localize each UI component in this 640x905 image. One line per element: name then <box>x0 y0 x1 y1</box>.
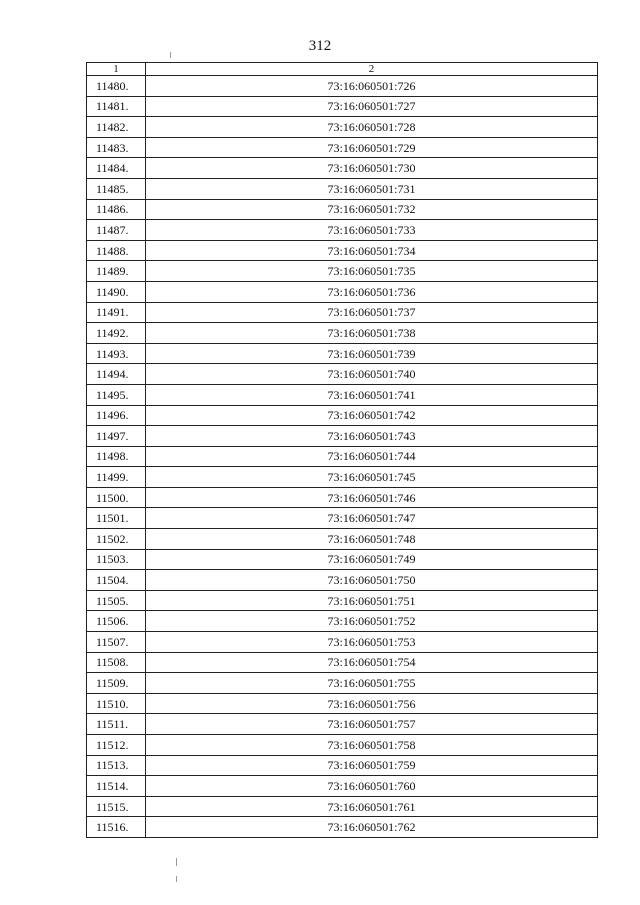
row-number-cell: 11509. <box>87 673 146 694</box>
row-number-cell: 11482. <box>87 117 146 138</box>
cadastral-number-cell: 73:16:060501:751 <box>146 590 598 611</box>
table-row <box>87 735 598 756</box>
cadastral-number-cell: 73:16:060501:749 <box>146 549 598 570</box>
cadastral-number-cell: 73:16:060501:729 <box>146 137 598 158</box>
scan-speck <box>170 52 171 58</box>
cadastral-number-cell: 73:16:060501:743 <box>146 426 598 447</box>
row-number-cell: 11497. <box>87 426 146 447</box>
cadastral-number-cell: 73:16:060501:733 <box>146 220 598 241</box>
table-row <box>87 570 598 591</box>
row-number-cell: 11486. <box>87 199 146 220</box>
table-row <box>87 405 598 426</box>
row-number-cell: 11496. <box>87 405 146 426</box>
row-number-cell: 11514. <box>87 776 146 797</box>
table-row <box>87 117 598 138</box>
cadastral-number-cell: 73:16:060501:740 <box>146 364 598 385</box>
cadastral-number-cell: 73:16:060501:753 <box>146 632 598 653</box>
row-number-cell: 11502. <box>87 529 146 550</box>
row-number-cell: 11499. <box>87 467 146 488</box>
cadastral-number-cell: 73:16:060501:727 <box>146 96 598 117</box>
cadastral-number-cell: 73:16:060501:748 <box>146 529 598 550</box>
table-row <box>87 652 598 673</box>
row-number-cell: 11510. <box>87 693 146 714</box>
row-number-cell: 11501. <box>87 508 146 529</box>
table-row <box>87 590 598 611</box>
scan-speck <box>176 876 177 882</box>
cadastral-number-cell: 73:16:060501:747 <box>146 508 598 529</box>
row-number-cell: 11487. <box>87 220 146 241</box>
cadastral-number-cell: 73:16:060501:758 <box>146 735 598 756</box>
table-row <box>87 323 598 344</box>
cadastral-number-cell: 73:16:060501:738 <box>146 323 598 344</box>
row-number-cell: 11506. <box>87 611 146 632</box>
cadastral-number-cell: 73:16:060501:730 <box>146 158 598 179</box>
cadastral-number-cell: 73:16:060501:742 <box>146 405 598 426</box>
cadastral-number-cell: 73:16:060501:734 <box>146 240 598 261</box>
cadastral-number-cell: 73:16:060501:741 <box>146 384 598 405</box>
cadastral-number-cell: 73:16:060501:755 <box>146 673 598 694</box>
row-number-cell: 11495. <box>87 384 146 405</box>
table-row <box>87 426 598 447</box>
row-number-cell: 11513. <box>87 755 146 776</box>
cadastral-number-cell: 73:16:060501:736 <box>146 281 598 302</box>
table-row <box>87 673 598 694</box>
cadastral-number-cell: 73:16:060501:728 <box>146 117 598 138</box>
table-row <box>87 158 598 179</box>
cadastral-number-cell: 73:16:060501:732 <box>146 199 598 220</box>
cadastral-number-cell: 73:16:060501:744 <box>146 446 598 467</box>
table-row <box>87 76 598 97</box>
table-row <box>87 714 598 735</box>
table-row <box>87 467 598 488</box>
cadastral-number-cell: 73:16:060501:756 <box>146 693 598 714</box>
table-row <box>87 261 598 282</box>
table-row <box>87 343 598 364</box>
row-number-cell: 11503. <box>87 549 146 570</box>
table-header-row <box>87 63 598 76</box>
row-number-cell: 11492. <box>87 323 146 344</box>
table-body <box>87 76 598 838</box>
row-number-cell: 11483. <box>87 137 146 158</box>
row-number-cell: 11490. <box>87 281 146 302</box>
cadastral-number-cell: 73:16:060501:726 <box>146 76 598 97</box>
row-number-cell: 11512. <box>87 735 146 756</box>
cadastral-number-cell: 73:16:060501:739 <box>146 343 598 364</box>
table-row <box>87 796 598 817</box>
row-number-cell: 11484. <box>87 158 146 179</box>
row-number-cell: 11516. <box>87 817 146 838</box>
row-number-cell: 11505. <box>87 590 146 611</box>
table-row <box>87 817 598 838</box>
table-row <box>87 611 598 632</box>
row-number-cell: 11485. <box>87 178 146 199</box>
cadastral-number-cell: 73:16:060501:737 <box>146 302 598 323</box>
row-number-cell: 11480. <box>87 76 146 97</box>
row-number-cell: 11481. <box>87 96 146 117</box>
cadastral-number-cell: 73:16:060501:752 <box>146 611 598 632</box>
scan-speck <box>176 858 177 866</box>
cadastral-number-cell: 73:16:060501:762 <box>146 817 598 838</box>
row-number-cell: 11515. <box>87 796 146 817</box>
row-number-cell: 11508. <box>87 652 146 673</box>
row-number-cell: 11494. <box>87 364 146 385</box>
table-row <box>87 776 598 797</box>
table-row <box>87 137 598 158</box>
table-row <box>87 755 598 776</box>
row-number-cell: 11489. <box>87 261 146 282</box>
table-row <box>87 199 598 220</box>
row-number-cell: 11500. <box>87 487 146 508</box>
cadastral-number-cell: 73:16:060501:760 <box>146 776 598 797</box>
cadastral-table <box>86 62 598 838</box>
row-number-cell: 11511. <box>87 714 146 735</box>
table-row <box>87 96 598 117</box>
column-header-2: 2 <box>146 63 598 76</box>
cadastral-number-cell: 73:16:060501:754 <box>146 652 598 673</box>
table-row <box>87 508 598 529</box>
table-row <box>87 693 598 714</box>
table-row <box>87 178 598 199</box>
table-row <box>87 220 598 241</box>
page-number: 312 <box>308 38 332 54</box>
table-row <box>87 446 598 467</box>
column-header-1: 1 <box>87 63 146 76</box>
table-row <box>87 302 598 323</box>
table-row <box>87 281 598 302</box>
table-row <box>87 384 598 405</box>
cadastral-number-cell: 73:16:060501:761 <box>146 796 598 817</box>
cadastral-number-cell: 73:16:060501:745 <box>146 467 598 488</box>
cadastral-number-cell: 73:16:060501:735 <box>146 261 598 282</box>
row-number-cell: 11491. <box>87 302 146 323</box>
cadastral-number-cell: 73:16:060501:759 <box>146 755 598 776</box>
table-row <box>87 364 598 385</box>
row-number-cell: 11493. <box>87 343 146 364</box>
table-row <box>87 632 598 653</box>
cadastral-number-cell: 73:16:060501:757 <box>146 714 598 735</box>
row-number-cell: 11504. <box>87 570 146 591</box>
table-row <box>87 487 598 508</box>
table-row <box>87 240 598 261</box>
row-number-cell: 11488. <box>87 240 146 261</box>
table-row <box>87 549 598 570</box>
table-row <box>87 529 598 550</box>
row-number-cell: 11498. <box>87 446 146 467</box>
cadastral-number-cell: 73:16:060501:750 <box>146 570 598 591</box>
row-number-cell: 11507. <box>87 632 146 653</box>
cadastral-number-cell: 73:16:060501:731 <box>146 178 598 199</box>
cadastral-number-cell: 73:16:060501:746 <box>146 487 598 508</box>
